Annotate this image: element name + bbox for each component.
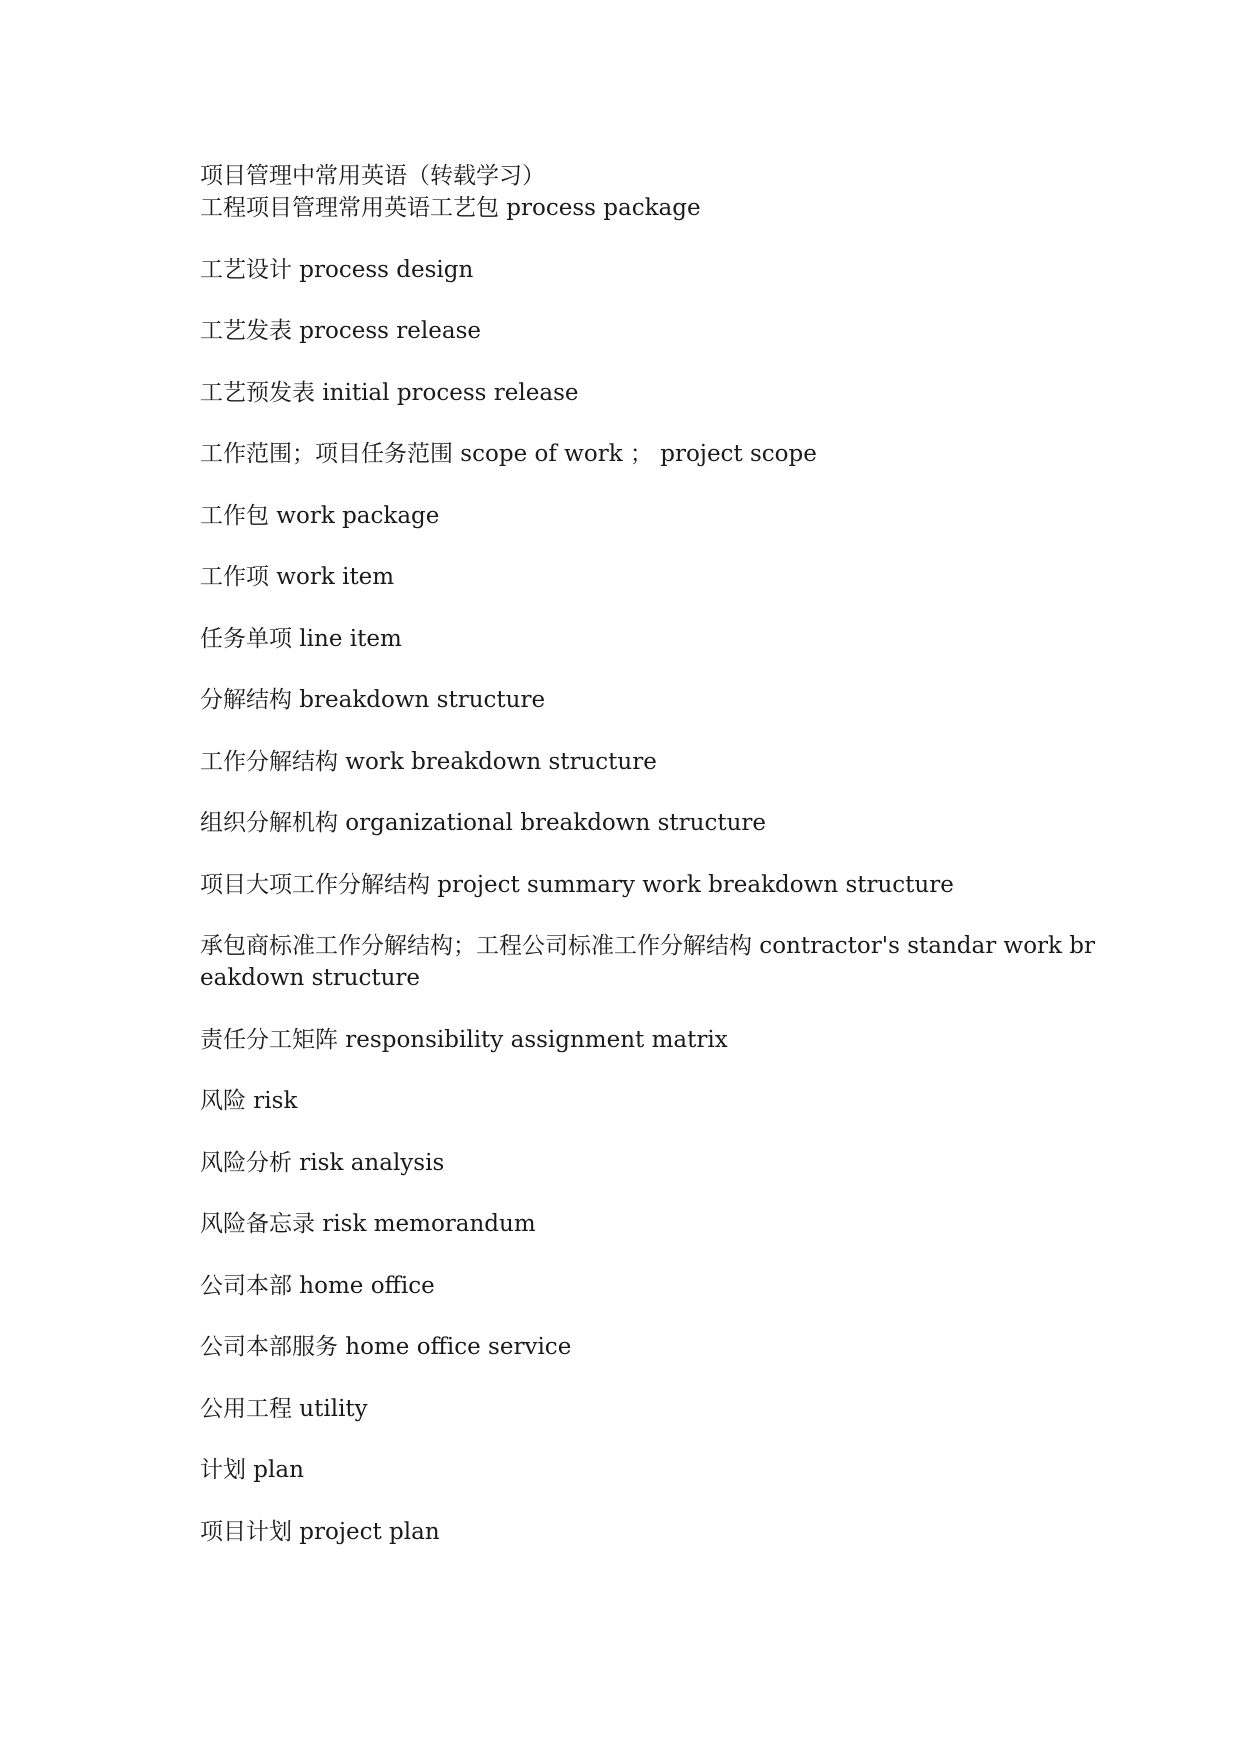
glossary-entry: 风险备忘录 risk memorandum [200,1211,536,1237]
document-title: 项目管理中常用英语（转载学习） [200,163,545,189]
glossary-entry: 公用工程 utility [200,1395,368,1422]
glossary-entry: 承包商标准工作分解结构；工程公司标准工作分解结构 contractor's standar work breakdown structure [200,933,1096,991]
glossary-entry: 任务单项 line item [200,625,402,652]
glossary-entry: 工作项 work item [200,564,395,590]
glossary-entry: 工作包 work package [200,502,440,529]
glossary-entry: 工程项目管理常用英语工艺包 process package [200,195,701,221]
glossary-entry: 风险分析 risk analysis [200,1149,445,1176]
glossary-entry: 项目计划 project plan [200,1518,440,1545]
glossary-entry: 工作范围；项目任务范围 scope of work ； project scope [200,441,817,467]
glossary-entry: 公司本部服务 home office service [200,1334,572,1360]
glossary-entry: 责任分工矩阵 responsibility assignment matrix [200,1026,728,1053]
glossary-entry: 分解结构 breakdown structure [200,687,546,713]
glossary-entry: 风险 risk [200,1088,298,1114]
glossary-entry: 组织分解机构 organizational breakdown structure [200,810,766,836]
glossary-entry: 工艺发表 process release [200,318,481,344]
glossary-entry: 工作分解结构 work breakdown structure [200,748,657,775]
glossary-entry: 公司本部 home office [200,1272,435,1299]
glossary-entry: 工艺设计 process design [200,256,474,283]
glossary-entry: 项目大项工作分解结构 project summary work breakdown structure [200,871,954,898]
glossary-entry: 计划 plan [200,1457,304,1483]
document-body [200,160,1100,1577]
glossary-entry: 工艺预发表 initial process release [200,379,579,406]
